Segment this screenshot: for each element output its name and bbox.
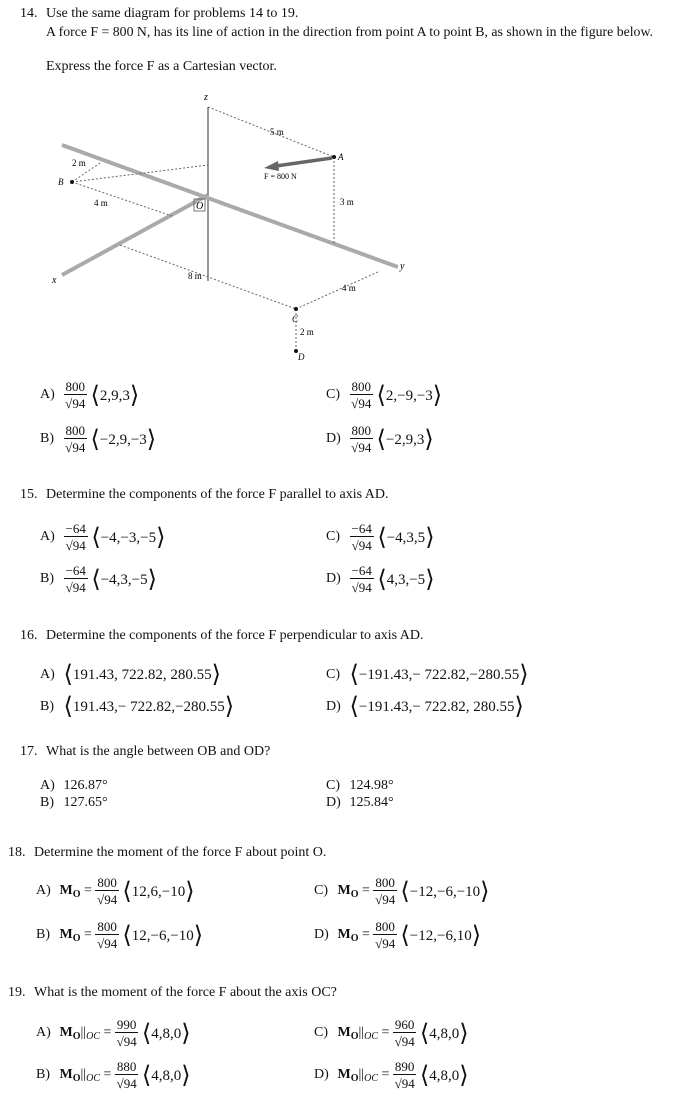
q14-number: 14. [20,6,38,21]
q14-option-d[interactable]: D) $\frac{800}{√94}$ ⟨−2,9,3⟩ [326,423,434,455]
q14-option-b[interactable]: B) $\frac{800}{√94}$ ⟨−2,9,−3⟩ [40,423,157,455]
q15-option-b[interactable]: B) $\frac{-64}{√94}$ ⟨−4,3,−5⟩ [40,563,158,595]
x-axis [62,195,208,275]
dim-4m-left: 4 m [94,198,108,208]
q16-number: 16. [20,628,38,643]
q14-option-a[interactable]: A) $\frac{800}{√94}$ ⟨2,9,3⟩ [40,379,140,411]
q18-number: 18. [8,845,26,860]
point-A [332,155,336,159]
q15-option-d[interactable]: D) $\frac{-64}{√94}$ ⟨4,3,−5⟩ [326,563,435,595]
q14-line1: Use the same diagram for problems 14 to 19. [46,6,299,21]
point-D-label: D [298,352,305,362]
q19-option-c[interactable]: C) $M_O||_{OC}$ = $\frac{960}{√94}$ ⟨4,8,0⟩ [314,1017,469,1049]
q18-option-b[interactable]: B) $M_O$ = $\frac{800}{√94}$ ⟨12,−6,−10⟩ [36,919,204,951]
point-C [294,307,298,311]
dim-5m: 5 m [270,127,284,137]
x-axis-label: x [52,275,57,286]
q18-option-d[interactable]: D) $M_O$ = $\frac{800}{√94}$ ⟨−12,−6,10⟩ [314,919,482,951]
q19-text: What is the moment of the force F about the axis OC? [34,985,337,1000]
q17-option-b[interactable]: B) 127.65° [40,795,108,810]
force-label: F = 800 N [264,172,297,181]
q14-option-c[interactable]: C) $\frac{800}{√94}$ ⟨2,−9,−3⟩ [326,379,443,411]
q18-text: Determine the moment of the force F about point O. [34,845,327,860]
dim-4m-right: 4 m [342,283,356,293]
q17-option-c[interactable]: C) 124.98° [326,778,394,793]
y-axis-label: y [400,261,405,272]
point-A-label: A [338,152,344,162]
q19-option-b[interactable]: B) $M_O||_{OC}$ = $\frac{880}{√94}$ ⟨4,8,0⟩ [36,1059,191,1091]
q17-option-d[interactable]: D) 125.84° [326,795,394,810]
q18-option-a[interactable]: A) $M_O$ = $\frac{800}{√94}$ ⟨12,6,−10⟩ [36,875,195,907]
dim-2m-bottom: 2 m [300,327,314,337]
q15-option-a[interactable]: A) $\frac{-64}{√94}$ ⟨−4,−3,−5⟩ [40,521,166,553]
dim-8m: 8 m [188,271,202,281]
point-B-label: B [58,177,64,187]
q18-option-c[interactable]: C) $M_O$ = $\frac{800}{√94}$ ⟨−12,−6,−10⟩ [314,875,490,907]
q17-number: 17. [20,744,38,759]
q15-number: 15. [20,487,38,502]
z-axis-label: z [204,92,208,103]
dim-3m: 3 m [340,197,354,207]
point-C-label: C [292,314,299,324]
q17-option-a[interactable]: A) 126.87° [40,778,108,793]
q15-option-c[interactable]: C) $\frac{-64}{√94}$ ⟨−4,3,5⟩ [326,521,435,553]
q15-text: Determine the components of the force F parallel to axis AD. [46,487,389,502]
q19-number: 19. [8,985,26,1000]
force-arrow [276,158,332,166]
q16-option-c[interactable]: C) ⟨−191.43,− 722.82,−280.55⟩ [326,662,529,688]
q17-text: What is the angle between OB and OD? [46,744,271,759]
dim-2m-top: 2 m [72,158,86,168]
point-O-label: O [196,201,204,212]
q19-option-d[interactable]: D) $M_O||_{OC}$ = $\frac{890}{√94}$ ⟨4,8,0⟩ [314,1059,469,1091]
q16-option-a[interactable]: A) ⟨191.43, 722.82, 280.55⟩ [40,662,221,688]
point-B [70,180,74,184]
q14-line2: A force F = 800 N, has its line of action in the direction from point A to point B, as shown in the figure below. [46,24,653,39]
force-diagram [0,85,700,375]
q16-option-d[interactable]: D) ⟨−191.43,− 722.82, 280.55⟩ [326,694,524,720]
q16-text: Determine the components of the force F perpendicular to axis AD. [46,628,424,643]
q16-option-b[interactable]: B) ⟨191.43,− 722.82,−280.55⟩ [40,694,235,720]
q19-option-a[interactable]: A) $M_O||_{OC}$ = $\frac{990}{√94}$ ⟨4,8,0⟩ [36,1017,191,1049]
q14-line3: Express the force F as a Cartesian vector. [46,59,277,74]
